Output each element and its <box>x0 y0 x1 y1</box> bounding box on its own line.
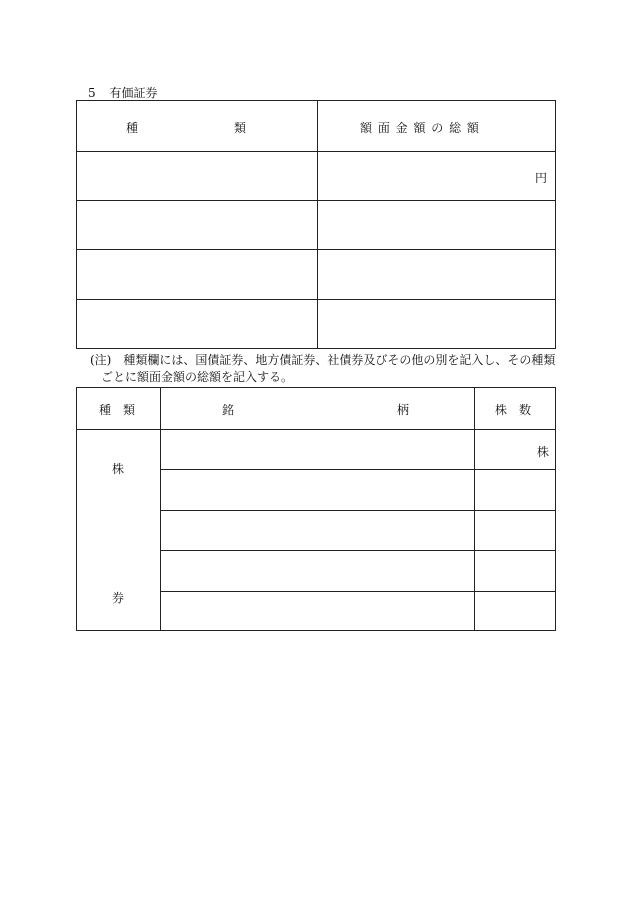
column-divider <box>474 388 475 630</box>
row-divider <box>160 550 555 551</box>
yen-unit-label: 円 <box>534 171 547 185</box>
shares-column-header: 株 数 <box>495 403 532 417</box>
table-row[interactable] <box>77 152 317 200</box>
column-divider <box>160 388 161 630</box>
table-row[interactable] <box>77 250 317 298</box>
row-divider <box>160 591 555 592</box>
type-column-header: 種 類 <box>126 121 247 135</box>
row-divider <box>160 510 555 511</box>
row-divider <box>160 469 555 470</box>
table-row[interactable] <box>77 300 317 348</box>
table-row[interactable] <box>77 201 317 249</box>
section-title: 有価証券 <box>109 86 158 100</box>
note-line-1: (注) 種類欄には、国債証券、地方債証券、社債券及びその他の別を記入し、その種類 <box>90 353 556 367</box>
brand-column-header-right: 柄 <box>397 403 410 417</box>
note-text <box>90 352 565 386</box>
stock-table <box>76 387 556 631</box>
section-heading <box>88 84 157 101</box>
header-divider <box>77 429 555 430</box>
column-divider <box>317 101 318 348</box>
section-number: 5 <box>88 86 96 100</box>
brand-column-header-left: 銘 <box>222 403 235 417</box>
shares-unit-label: 株 <box>536 445 549 459</box>
face-value-column-header: 額 面 金 額 の 総 額 <box>360 121 480 135</box>
securities-table <box>76 100 556 349</box>
type-column-header: 種 類 <box>99 403 136 417</box>
type-label-top: 株 <box>112 462 125 476</box>
note-line-2: ごとに額面金額の総額を記入する。 <box>101 370 294 384</box>
type-label-bottom: 券 <box>112 591 125 605</box>
